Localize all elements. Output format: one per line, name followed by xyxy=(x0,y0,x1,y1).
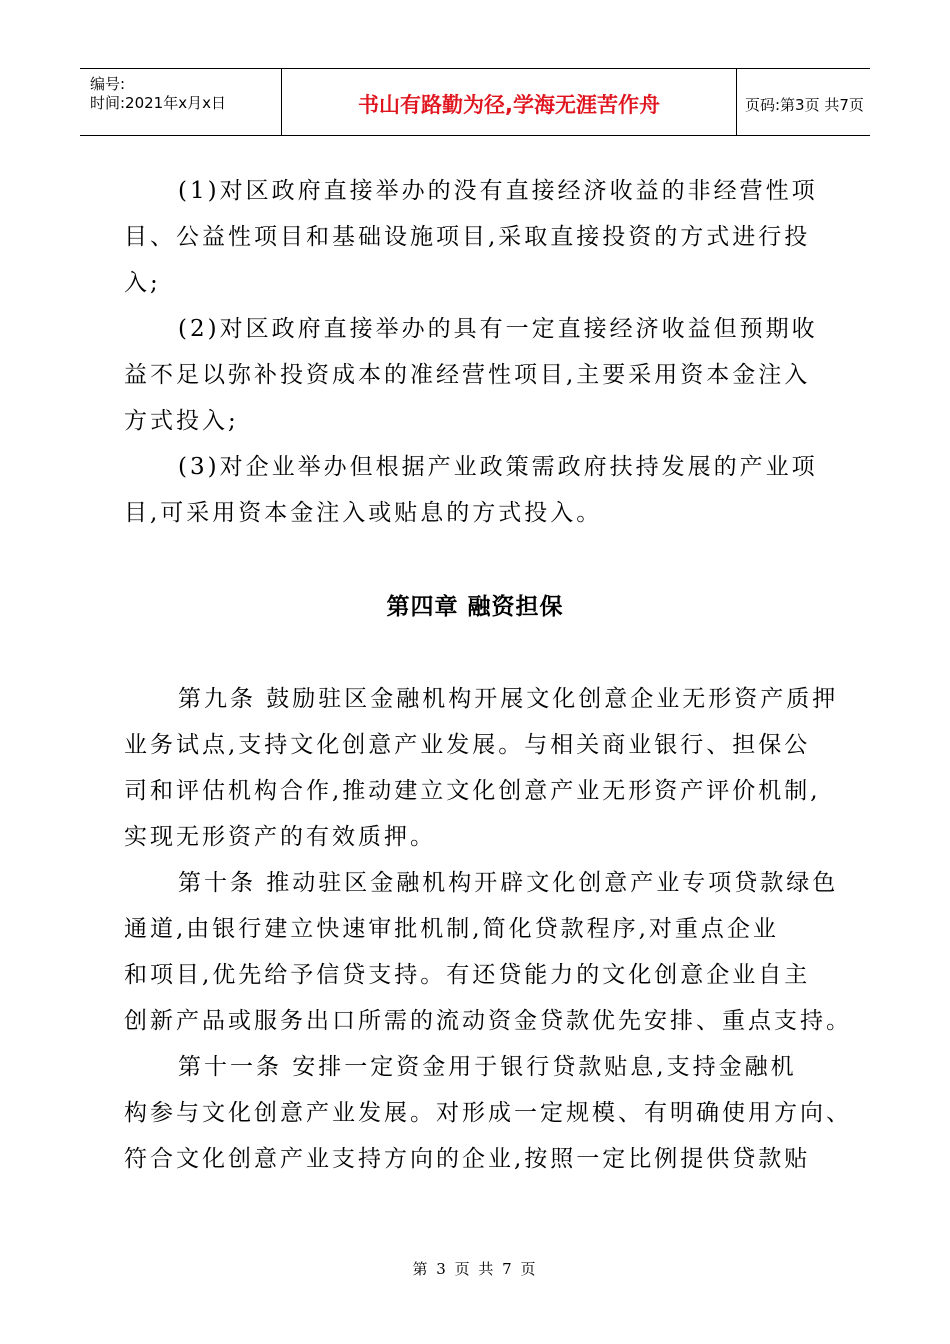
paragraph-line: 实现无形资产的有效质押。 xyxy=(124,824,436,850)
header-info-cell xyxy=(80,69,282,135)
document-time-label: 时间:2021年x月x日 xyxy=(90,94,226,112)
paragraph-line: (3)对企业举办但根据产业政策需政府扶持发展的产业项 xyxy=(178,454,818,480)
document-number-label: 编号: xyxy=(90,75,126,93)
paragraph-line: 第十一条 安排一定资金用于银行贷款贴息,支持金融机 xyxy=(178,1054,797,1080)
chapter-title: 第四章 融资担保 xyxy=(386,594,564,620)
header-page-number: 页码:第3页 共7页 xyxy=(745,95,864,114)
page-footer: 第 3 页 共 7 页 xyxy=(412,1260,538,1278)
paragraph-line: 入; xyxy=(124,270,161,296)
paragraph-line: 目,可采用资本金注入或贴息的方式投入。 xyxy=(124,500,603,526)
paragraph-line: 和项目,优先给予信贷支持。有还贷能力的文化创意企业自主 xyxy=(124,962,811,988)
section-investment-methods xyxy=(124,168,834,536)
paragraph-line: (2)对区政府直接举办的具有一定直接经济收益但预期收 xyxy=(178,316,818,342)
paragraph-line: (1)对区政府直接举办的没有直接经济收益的非经营性项 xyxy=(178,178,818,204)
header-motto: 书山有路勤为径,学海无涯苦作舟 xyxy=(282,69,737,135)
paragraph-line: 目、公益性项目和基础设施项目,采取直接投资的方式进行投 xyxy=(124,224,811,250)
section-financing-guarantee xyxy=(124,676,852,1182)
paragraph-line: 司和评估机构合作,推动建立文化创意产业无形资产评价机制, xyxy=(124,778,821,804)
paragraph-line: 通道,由银行建立快速审批机制,简化贷款程序,对重点企业 xyxy=(124,916,779,942)
paragraph-line: 符合文化创意产业支持方向的企业,按照一定比例提供贷款贴 xyxy=(124,1146,811,1172)
paragraph-line: 益不足以弥补投资成本的准经营性项目,主要采用资本金注入 xyxy=(124,362,811,388)
paragraph-line: 构参与文化创意产业发展。对形成一定规模、有明确使用方向、 xyxy=(124,1100,852,1126)
paragraph-line: 方式投入; xyxy=(124,408,239,434)
paragraph-line: 创新产品或服务出口所需的流动资金贷款优先安排、重点支持。 xyxy=(124,1008,852,1034)
paragraph-line: 第十条 推动驻区金融机构开辟文化创意产业专项贷款绿色 xyxy=(178,870,839,896)
page-header xyxy=(80,68,870,136)
paragraph-line: 业务试点,支持文化创意产业发展。与相关商业银行、担保公 xyxy=(124,732,811,758)
paragraph-line: 第九条 鼓励驻区金融机构开展文化创意企业无形资产质押 xyxy=(178,686,839,712)
